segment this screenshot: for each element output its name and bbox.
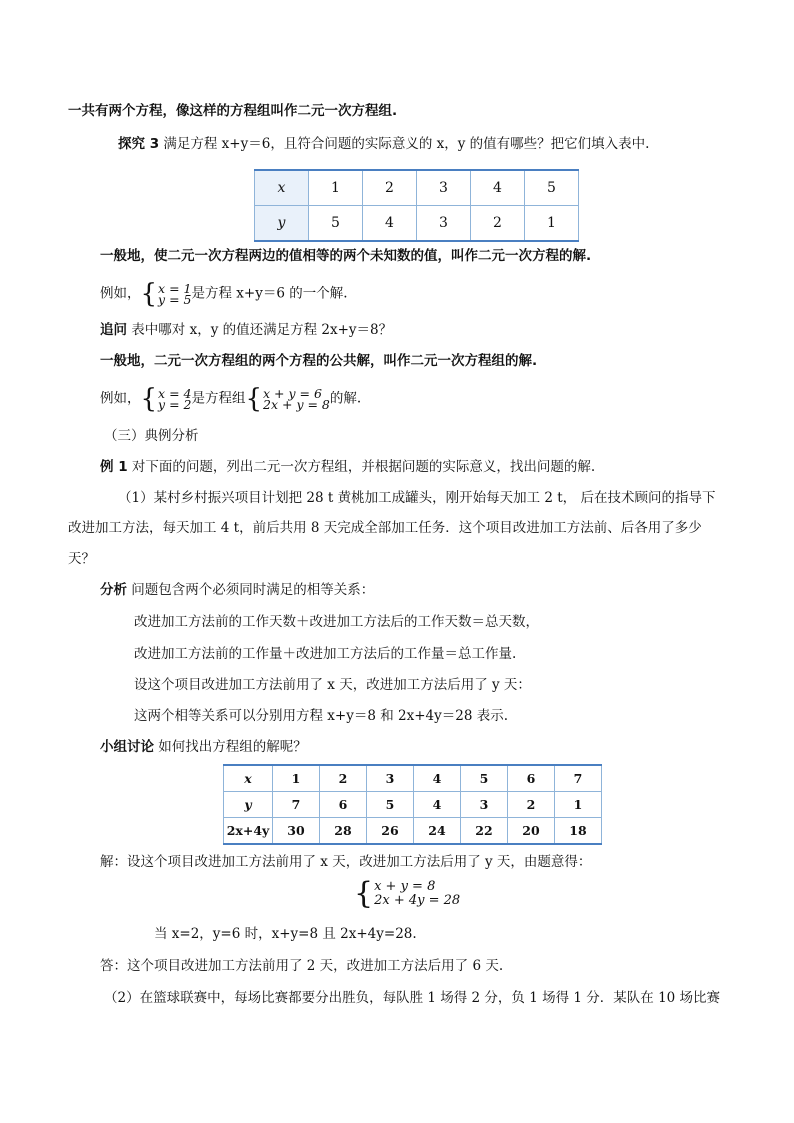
table-cell: 4 <box>471 170 525 206</box>
table-cell: 26 <box>367 818 414 845</box>
definition-system-solution: 一般地，二元一次方程组的两个方程的公共解，叫作二元一次方程组的解. <box>100 353 538 369</box>
example-suffix: 的解. <box>329 390 362 407</box>
equation-line: 2x + y = 8 <box>263 397 330 412</box>
table-cell: 2 <box>363 170 417 206</box>
analysis-line: 改进加工方法前的工作量＋改进加工方法后的工作量＝总工作量. <box>134 646 517 662</box>
table-cell: 24 <box>414 818 461 845</box>
analysis-line: 设这个项目改进加工方法前用了 x 天，改进加工方法后用了 y 天： <box>134 677 531 693</box>
example-text: 对下面的问题，列出二元一次方程组，并根据问题的实际意义，找出问题的解. <box>131 459 596 475</box>
equation-line: x = 1 <box>158 281 192 296</box>
example-suffix: 是方程 x+y＝6 的一个解. <box>191 285 348 302</box>
analysis-line: 这两个相等关系可以分别用方程 x+y＝8 和 2x+4y＝28 表示. <box>134 708 509 724</box>
table-cell: 2x+4y <box>224 818 273 845</box>
example-system-solution <box>100 386 361 412</box>
table-cell: 4 <box>363 206 417 242</box>
system-brace: { x + y = 6 2x + y = 8 <box>245 384 330 414</box>
follow-up-question <box>100 320 392 340</box>
table-cell: 22 <box>461 818 508 845</box>
group-text: 如何找出方程组的解呢？ <box>158 739 307 755</box>
group-label: 小组讨论 <box>100 739 154 755</box>
table-cell: 5 <box>367 792 414 818</box>
example-label: 例 1 <box>100 459 128 475</box>
example-prefix: 例如， <box>100 285 141 302</box>
problem-1-line-2: 改进加工方法，每天加工 4 t，前后共用 8 天完成全部加工任务．这个项目改进加工方法前、后各用了多少 <box>68 520 702 536</box>
explore-label: 探究 3 <box>118 136 160 152</box>
table-cell: 28 <box>320 818 367 845</box>
example-equation-solution <box>100 281 348 307</box>
table-cell: 3 <box>367 765 414 792</box>
table-xy-values <box>254 169 579 242</box>
table-cell: 2 <box>508 792 555 818</box>
table-cell: 1 <box>555 792 602 818</box>
table-cell: 5 <box>461 765 508 792</box>
table-cell: 4 <box>414 792 461 818</box>
table-row <box>255 170 579 206</box>
example-middle: 是方程组 <box>191 390 246 407</box>
table-row <box>224 818 602 845</box>
analysis-label: 分析 <box>100 582 127 598</box>
table-cell: 2 <box>471 206 525 242</box>
table-cell: 6 <box>508 765 555 792</box>
example-prefix: 例如， <box>100 390 141 407</box>
paragraph-system-definition: 一共有两个方程，像这样的方程组叫作二元一次方程组. <box>68 103 398 119</box>
table-cell: 1 <box>273 765 320 792</box>
solution-brace: { x = 1 y = 5 <box>140 279 192 309</box>
analysis-text: 问题包含两个必须同时满足的相等关系： <box>131 582 375 598</box>
table-cell: 6 <box>320 792 367 818</box>
system-brace: { x + y = 8 2x + 4y = 28 <box>354 876 461 911</box>
table-cell: 7 <box>555 765 602 792</box>
table-cell: 3 <box>461 792 508 818</box>
follow-up-text: 表中哪对 x，y 的值还满足方程 2x+y＝8？ <box>131 322 393 338</box>
table-row <box>224 792 602 818</box>
equation-line: 2x + 4y = 28 <box>374 893 461 908</box>
solution-intro: 解：设这个项目改进加工方法前用了 x 天，改进加工方法后用了 y 天，由题意得： <box>100 854 592 870</box>
table-cell: x <box>255 170 309 206</box>
table-row <box>255 206 579 242</box>
solution-system <box>354 876 461 911</box>
table-cell: y <box>224 792 273 818</box>
problem-1-line-3: 天？ <box>68 551 95 567</box>
equation-line: x + y = 6 <box>263 386 322 401</box>
solution-answer: 答：这个项目改进加工方法前用了 2 天，改进加工方法后用了 6 天. <box>100 958 504 974</box>
follow-up-label: 追问 <box>100 322 127 338</box>
table-cell: 4 <box>414 765 461 792</box>
solution-brace: { x = 4 y = 2 <box>140 384 192 414</box>
table-cell: 1 <box>525 206 579 242</box>
table-cell: 1 <box>309 170 363 206</box>
table-cell: 5 <box>525 170 579 206</box>
problem-1-line-1: （1）某村乡村振兴项目计划把 28 t 黄桃加工成罐头，刚开始每天加工 2 t， 后在技术顾问的指导下 <box>118 490 716 506</box>
table-cell: 5 <box>309 206 363 242</box>
definition-equation-solution: 一般地，使二元一次方程两边的值相等的两个未知数的值，叫作二元一次方程的解. <box>100 248 592 264</box>
table-cell: 18 <box>555 818 602 845</box>
problem-2-line-1: （2）在篮球联赛中，每场比赛都要分出胜负，每队胜 1 场得 2 分，负 1 场得 1 分．某队在 10 场比赛 <box>104 990 721 1006</box>
equation-line: x = 4 <box>158 386 192 401</box>
section-heading: （三）典例分析 <box>104 428 199 444</box>
table-cell: 30 <box>273 818 320 845</box>
table-cell: x <box>224 765 273 792</box>
analysis-line: 改进加工方法前的工作天数＋改进加工方法后的工作天数＝总天数， <box>134 614 539 630</box>
table-cell: 3 <box>417 170 471 206</box>
example-1 <box>100 457 595 477</box>
explore-text: 满足方程 x+y＝6，且符合问题的实际意义的 x，y 的值有哪些？把它们填入表中. <box>163 136 650 152</box>
table-cell: 20 <box>508 818 555 845</box>
explore-3 <box>118 134 649 154</box>
equation-line: y = 2 <box>158 397 192 412</box>
equation-line: x + y = 8 <box>374 879 436 894</box>
table-row <box>224 765 602 792</box>
group-discussion <box>100 737 307 757</box>
analysis <box>100 580 374 600</box>
table-cell: 7 <box>273 792 320 818</box>
table-cell: 3 <box>417 206 471 242</box>
table-cell: y <box>255 206 309 242</box>
table-cell: 2 <box>320 765 367 792</box>
solution-check: 当 x=2，y=6 时，x+y=8 且 2x+4y=28. <box>154 926 417 942</box>
equation-line: y = 5 <box>158 292 192 307</box>
table-solution-search <box>223 764 602 845</box>
